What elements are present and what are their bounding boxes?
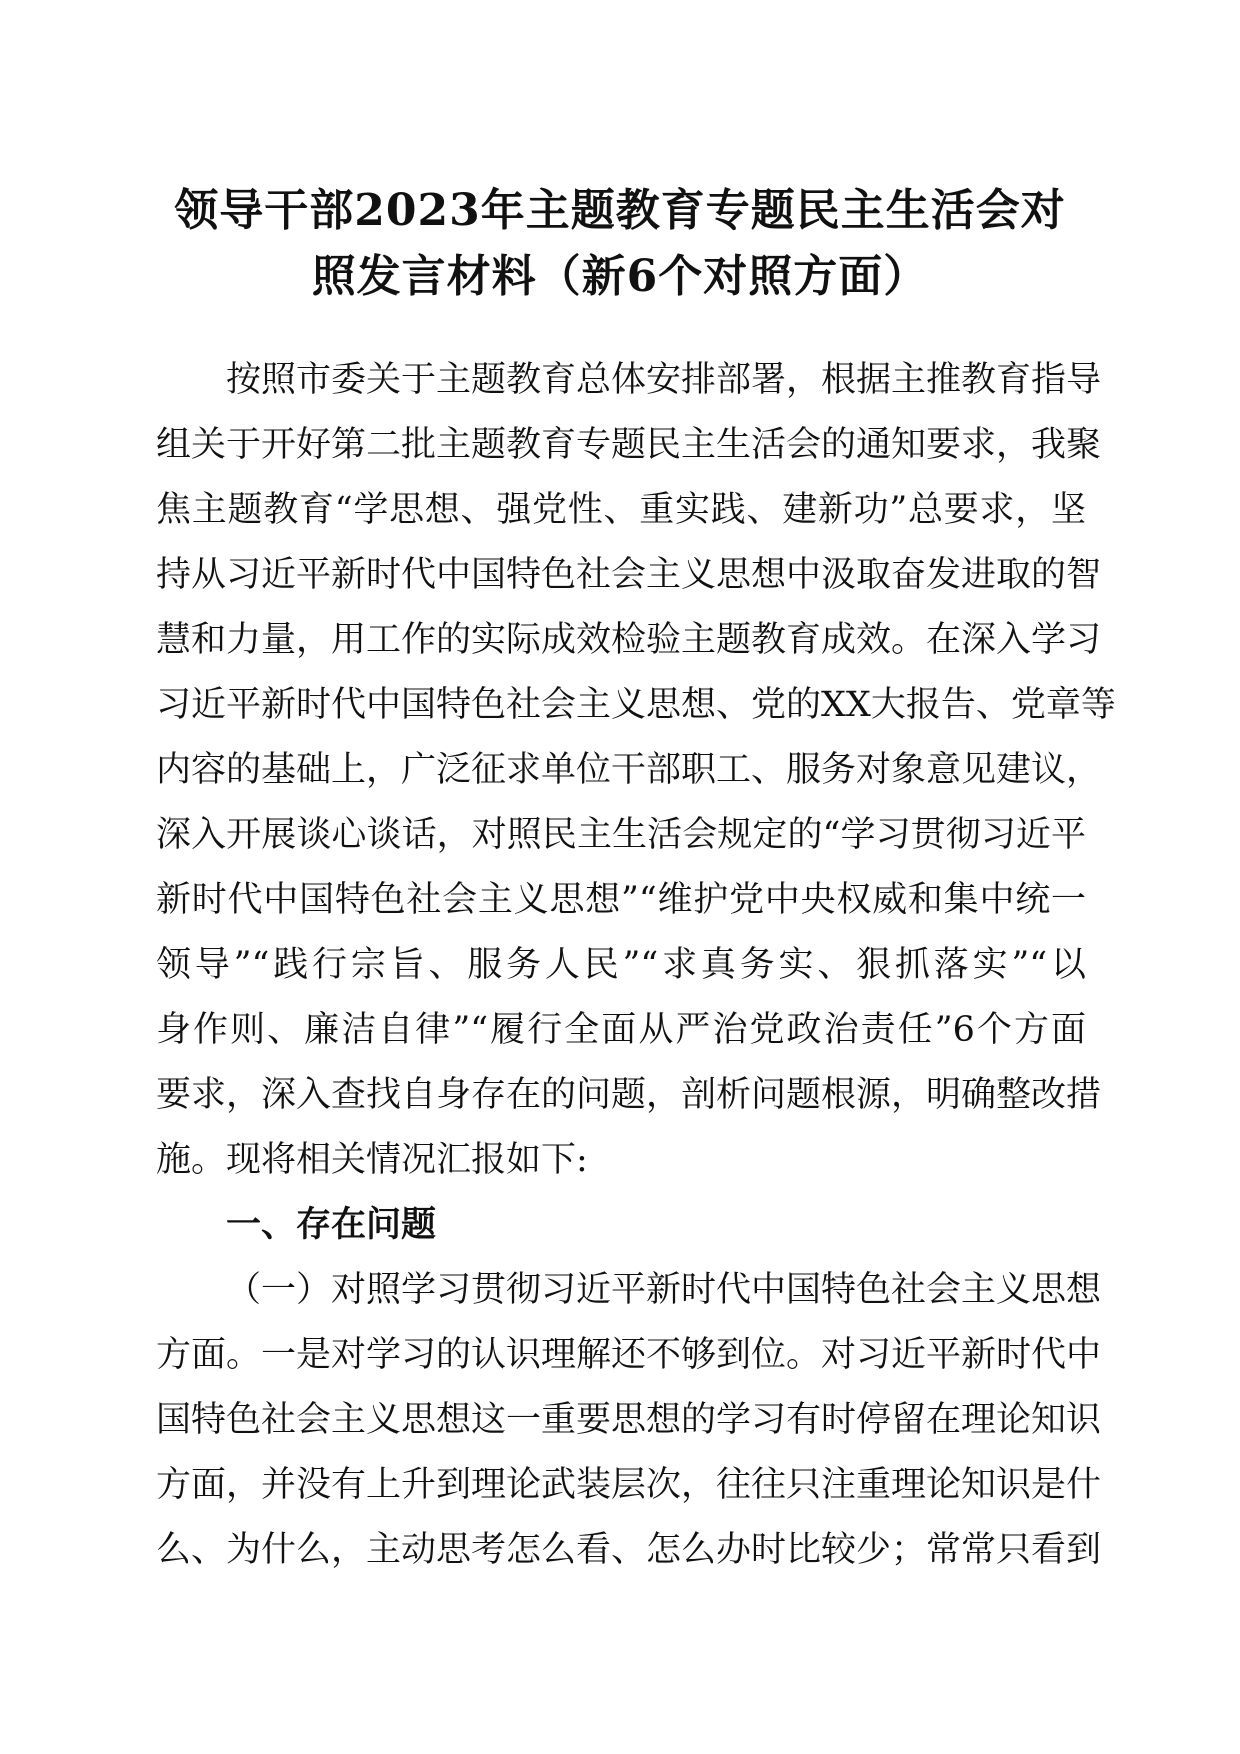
paragraph-line: 持从习近平新时代中国特色社会主义思想中汲取奋发进取的智 <box>156 555 1102 595</box>
paragraph-line: 按照市委关于主题教育总体安排部署，根据主推教育指导 <box>226 360 1102 400</box>
title-line: 照发言材料（新6个对照方面） <box>311 251 929 302</box>
intro-paragraph <box>156 348 1116 1193</box>
paragraph-line: 施。现将相关情况汇报如下: <box>156 1140 588 1180</box>
paragraph-line: 新时代中国特色社会主义思想”“维护党中央权威和集中统一 <box>156 880 1086 920</box>
paragraph-line: 组关于开好第二批主题教育专题民主生活会的通知要求，我聚 <box>156 425 1102 465</box>
section-heading: 一、存在问题 <box>226 1205 437 1245</box>
document-body <box>156 348 1116 1583</box>
paragraph-line: 领导”“践行宗旨、服务人民”“求真务实、狠抓落实”“以 <box>156 945 1086 985</box>
paragraph-line: 么、为什么，主动思考怎么看、怎么办时比较少；常常只看到 <box>156 1530 1102 1570</box>
section-paragraph <box>156 1258 1102 1583</box>
paragraph-line: （一）对照学习贯彻习近平新时代中国特色社会主义思想 <box>226 1270 1102 1310</box>
paragraph-line: 慧和力量，用工作的实际成效检验主题教育成效。在深入学习 <box>156 620 1102 660</box>
paragraph-line: 身作则、廉洁自律”“履行全面从严治党政治责任”6个方面 <box>156 1010 1086 1050</box>
title-line: 领导干部2023年主题教育专题民主生活会对 <box>174 185 1066 236</box>
paragraph-line: 内容的基础上，广泛征求单位干部职工、服务对象意见建议， <box>156 750 1102 790</box>
paragraph-line: 深入开展谈心谈话，对照民主生活会规定的“学习贯彻习近平 <box>156 815 1086 855</box>
paragraph-line: 习近平新时代中国特色社会主义思想、党的XX大报告、党章等 <box>156 685 1116 725</box>
document-title <box>150 178 1090 310</box>
paragraph-line: 焦主题教育“学思想、强党性、重实践、建新功”总要求，坚 <box>156 490 1086 530</box>
paragraph-line: 方面。一是对学习的认识理解还不够到位。对习近平新时代中 <box>156 1335 1102 1375</box>
paragraph-line: 国特色社会主义思想这一重要思想的学习有时停留在理论知识 <box>156 1400 1102 1440</box>
paragraph-line: 要求，深入查找自身存在的问题，剖析问题根源，明确整改措 <box>156 1075 1102 1115</box>
paragraph-line: 方面，并没有上升到理论武装层次，往往只注重理论知识是什 <box>156 1465 1102 1505</box>
